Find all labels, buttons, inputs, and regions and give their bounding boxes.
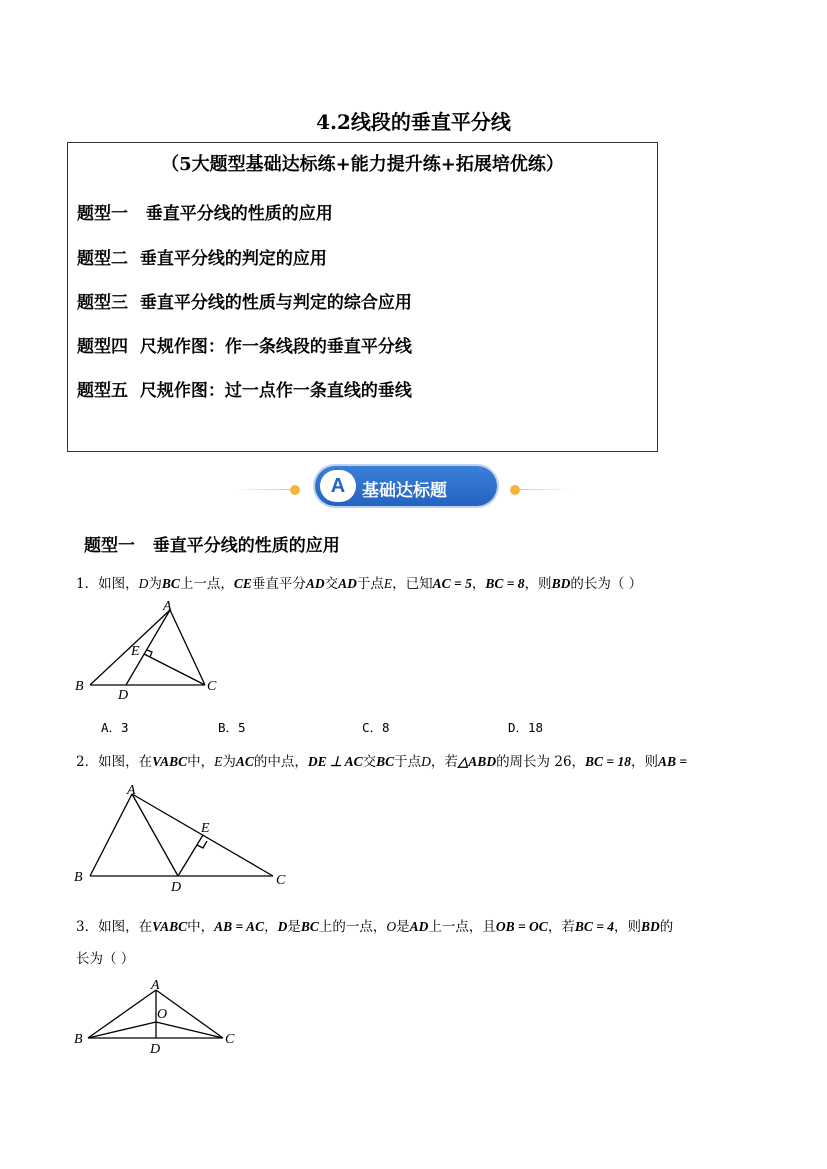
label-b: B [74,870,83,885]
banner-letter: A [320,470,356,502]
label-a: A [127,783,136,798]
label-o: O [157,1007,168,1022]
question-1-option-a: A．3 [101,720,129,735]
line-ad [132,794,178,876]
label-d: D [171,880,182,894]
label-d: D [118,688,129,703]
overview-subtitle: （5大题型基础达标练+能力提升练+拓展培优练） [161,154,564,175]
question-3-text-line-2: 长为（ ） [76,951,135,967]
question-1-option-c: C．8 [362,720,390,735]
label-e: E [131,644,140,659]
overview-type-5: 题型五 尺规作图：过一点作一条直线的垂线 [77,381,412,401]
banner-line-left [232,489,290,490]
question-2-text: 2．如图，在VABC中，E为AC的中点，DE ⊥ AC交BC于点D，若△ABD的周长为 26，BC = 18，则AB = [76,754,688,770]
label-a: A [163,599,172,614]
label-c: C [207,679,217,694]
question-1-figure [70,598,230,703]
banner-label: 基础达标题 [362,481,447,500]
label-a: A [151,978,160,993]
line-de [178,835,203,876]
line-ab [90,610,170,685]
page-title: 4.2线段的垂直平分线 [316,110,511,134]
overview-type-2: 题型二 垂直平分线的判定的应用 [77,249,327,269]
question-3-figure [70,976,245,1058]
section-heading: 题型一 垂直平分线的性质的应用 [84,536,340,556]
question-2-figure [70,778,300,894]
banner-dot-left [290,485,300,495]
label-b: B [75,679,84,694]
question-1-text: 1．如图，D为BC上一点，CE垂直平分AD交AD于点E，已知AC = 5，BC = 8，则BD的长为（ ） [76,576,643,592]
line-oc [156,1022,223,1038]
line-ce [144,654,205,685]
question-1-option-d: D．18 [508,720,544,735]
label-b: B [74,1032,83,1047]
overview-type-3: 题型三 垂直平分线的性质与判定的综合应用 [77,293,412,313]
label-c: C [225,1032,235,1047]
banner-dot-right [510,485,520,495]
question-1-option-b: B．5 [218,720,246,735]
question-3-text: 3．如图，在VABC中，AB = AC，D是BC上的一点，O是AD上一点，且OB = OC，若BC = 4，则BD的 [76,919,674,935]
label-c: C [276,873,286,888]
banner-line-right [520,489,572,490]
line-ab [90,794,132,876]
line-ac [170,610,205,685]
line-ab [88,990,156,1038]
label-d: D [150,1042,161,1057]
overview-type-1: 题型一 垂直平分线的性质的应用 [77,204,333,224]
overview-type-4: 题型四 尺规作图：作一条线段的垂直平分线 [77,337,412,357]
line-ob [88,1022,156,1038]
label-e: E [201,821,210,836]
